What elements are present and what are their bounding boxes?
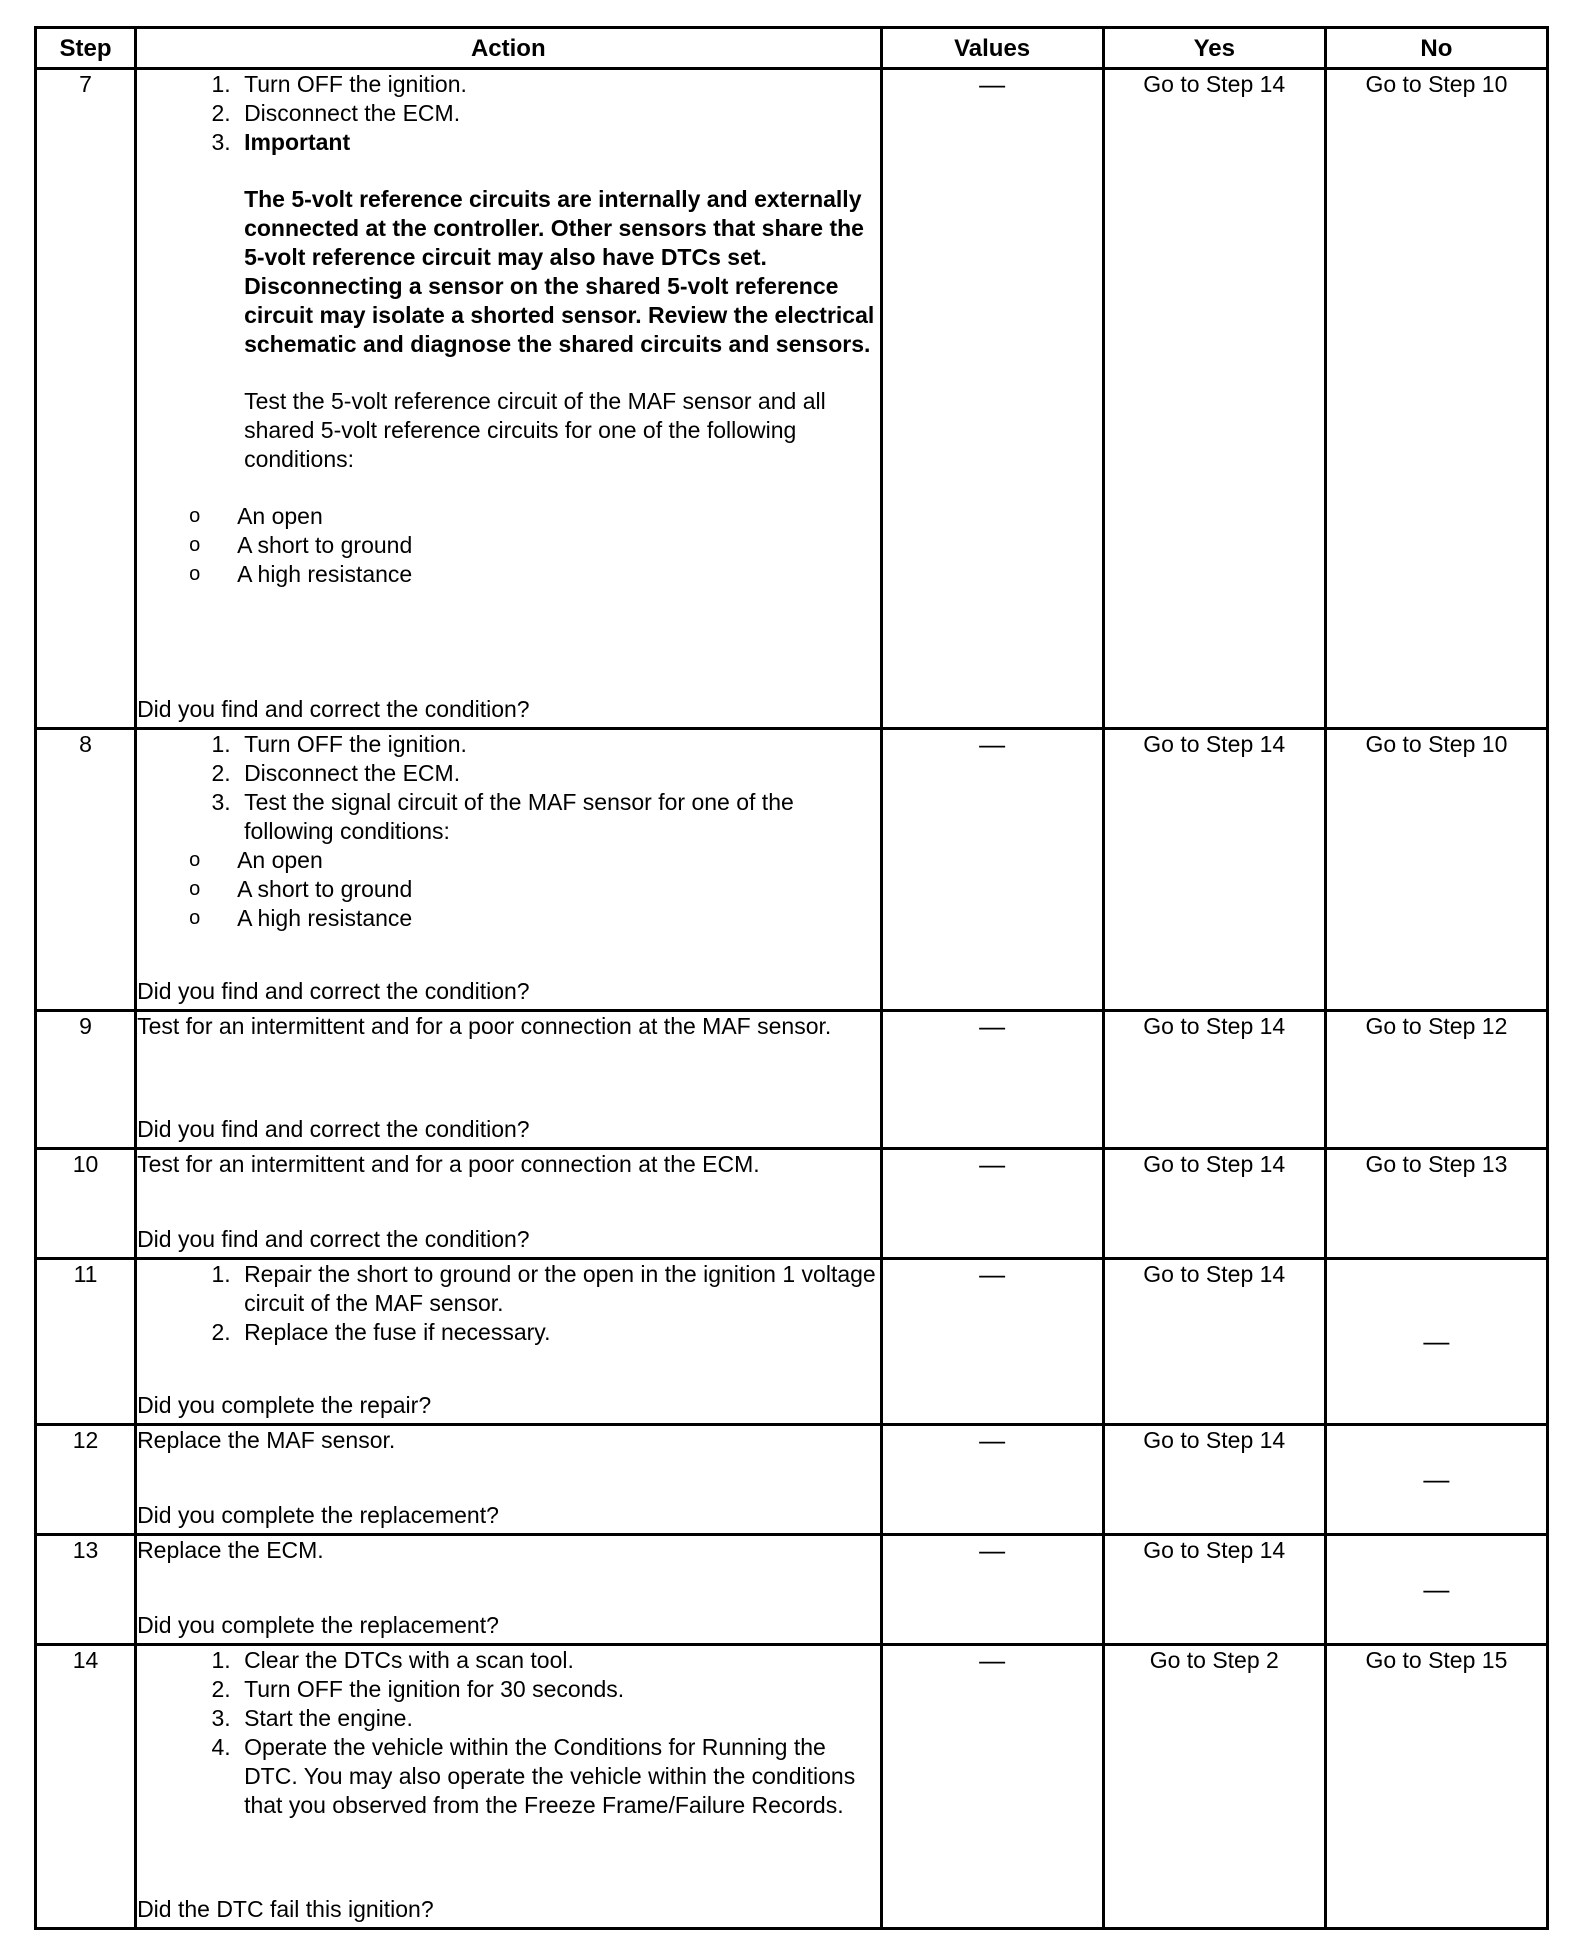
action-list (137, 730, 879, 846)
action-cell (136, 1535, 881, 1645)
step-number: 8 (36, 729, 136, 1011)
circle-bullet-icon: o (189, 505, 201, 527)
values-cell: — (881, 1149, 1103, 1259)
action-cell (136, 1425, 881, 1535)
action-text: Test for an intermittent and for a poor connection at the MAF sensor. (137, 1013, 832, 1039)
table-row-step-11 (36, 1259, 1548, 1425)
list-item: 1. Clear the DTCs with a scan tool. (237, 1646, 879, 1675)
circle-bullet-icon: o (189, 907, 201, 929)
circle-bullet-icon: o (189, 849, 201, 871)
yes-cell: Go to Step 14 (1103, 1259, 1325, 1425)
table-row-step-14 (36, 1645, 1548, 1929)
step-number: 12 (36, 1425, 136, 1535)
list-item: 1. Repair the short to ground or the open in the ignition 1 voltage circuit of the MAF sensor. (237, 1260, 879, 1318)
action-list (137, 70, 879, 474)
question-text: Did you find and correct the condition? (137, 978, 530, 1004)
table-row-step-8 (36, 729, 1548, 1011)
action-cell (136, 729, 881, 1011)
header-yes: Yes (1103, 28, 1325, 69)
question-text: Did you complete the repair? (137, 1392, 432, 1418)
step-number: 14 (36, 1645, 136, 1929)
action-cell (136, 69, 881, 729)
question-text: Did you complete the replacement? (137, 1612, 499, 1638)
values-cell: — (881, 729, 1103, 1011)
step-number: 13 (36, 1535, 136, 1645)
list-item: o A short to ground (189, 532, 413, 558)
list-item: 1. Turn OFF the ignition. (237, 730, 879, 759)
list-item: o An open (189, 847, 323, 873)
list-item: o A short to ground (189, 876, 413, 902)
test-instruction: Test the 5-volt reference circuit of the MAF sensor and all shared 5-volt reference circuits for one of the following conditions: (244, 388, 826, 472)
yes-cell: Go to Step 2 (1103, 1645, 1325, 1929)
header-step: Step (36, 28, 136, 69)
circle-bullet-icon: o (189, 563, 201, 585)
no-cell: Go to Step 15 (1325, 1645, 1547, 1929)
action-cell (136, 1259, 881, 1425)
yes-cell: Go to Step 14 (1103, 69, 1325, 729)
action-list (137, 1260, 879, 1347)
list-item: 2. Turn OFF the ignition for 30 seconds. (237, 1675, 879, 1704)
list-item: 2. Disconnect the ECM. (237, 99, 879, 128)
yes-cell: Go to Step 14 (1103, 1011, 1325, 1149)
no-cell: — (1325, 1425, 1547, 1535)
values-cell: — (881, 69, 1103, 729)
circle-bullet-icon: o (189, 878, 201, 900)
values-cell: — (881, 1645, 1103, 1929)
list-item: o An open (189, 503, 323, 529)
list-item: 2. Disconnect the ECM. (237, 759, 879, 788)
step-number: 9 (36, 1011, 136, 1149)
no-cell: — (1325, 1259, 1547, 1425)
table-row-step-10 (36, 1149, 1548, 1259)
list-item: 4. Operate the vehicle within the Conditions for Running the DTC. You may also operate the vehicle within the conditions that you observed from the Freeze Frame/Failure Records. (237, 1733, 879, 1820)
list-item: 3. Start the engine. (237, 1704, 879, 1733)
list-item: 1. Turn OFF the ignition. (237, 70, 879, 99)
values-cell: — (881, 1259, 1103, 1425)
yes-cell: Go to Step 14 (1103, 1535, 1325, 1645)
list-item: o A high resistance (189, 561, 413, 587)
table-row-step-7 (36, 69, 1548, 729)
no-cell: Go to Step 13 (1325, 1149, 1547, 1259)
no-cell: Go to Step 10 (1325, 69, 1547, 729)
header-values: Values (881, 28, 1103, 69)
no-cell: Go to Step 10 (1325, 729, 1547, 1011)
list-item: 2. Replace the fuse if necessary. (237, 1318, 879, 1347)
step-number: 11 (36, 1259, 136, 1425)
action-cell (136, 1011, 881, 1149)
no-cell: — (1325, 1535, 1547, 1645)
list-item: o A high resistance (189, 905, 413, 931)
header-row (36, 28, 1548, 69)
values-cell: — (881, 1011, 1103, 1149)
table-row-step-13 (36, 1535, 1548, 1645)
values-cell: — (881, 1425, 1103, 1535)
important-note: The 5-volt reference circuits are internally and externally connected at the controller. Other sensors that share the 5-volt reference circuit may also have DTCs set. Disconnecting a sensor on the shared 5-volt reference circuit may isolate a shorted sensor. Review the electrical schematic and diagnose the shared circuits and sensors. (244, 186, 875, 357)
step-number: 7 (36, 69, 136, 729)
action-text: Replace the MAF sensor. (137, 1427, 396, 1453)
action-cell (136, 1149, 881, 1259)
yes-cell: Go to Step 14 (1103, 1425, 1325, 1535)
action-list (137, 1646, 879, 1820)
header-no: No (1325, 28, 1547, 69)
question-text: Did you find and correct the condition? (137, 1226, 530, 1252)
yes-cell: Go to Step 14 (1103, 1149, 1325, 1259)
question-text: Did the DTC fail this ignition? (137, 1896, 434, 1922)
diagnostic-table (34, 26, 1549, 1930)
action-text: Test for an intermittent and for a poor connection at the ECM. (137, 1151, 760, 1177)
action-cell (136, 1645, 881, 1929)
condition-list (137, 502, 879, 589)
header-action: Action (136, 28, 881, 69)
step-number: 10 (36, 1149, 136, 1259)
table-row-step-12 (36, 1425, 1548, 1535)
question-text: Did you complete the replacement? (137, 1502, 499, 1528)
action-text: Replace the ECM. (137, 1537, 324, 1563)
question-text: Did you find and correct the condition? (137, 1116, 530, 1142)
circle-bullet-icon: o (189, 534, 201, 556)
important-label: Important (244, 129, 351, 155)
condition-list (137, 846, 879, 933)
yes-cell: Go to Step 14 (1103, 729, 1325, 1011)
no-cell: Go to Step 12 (1325, 1011, 1547, 1149)
list-item (237, 128, 879, 474)
values-cell: — (881, 1535, 1103, 1645)
list-item: 3. Test the signal circuit of the MAF sensor for one of the following conditions: (237, 788, 879, 846)
question-text: Did you find and correct the condition? (137, 696, 530, 722)
table-row-step-9 (36, 1011, 1548, 1149)
